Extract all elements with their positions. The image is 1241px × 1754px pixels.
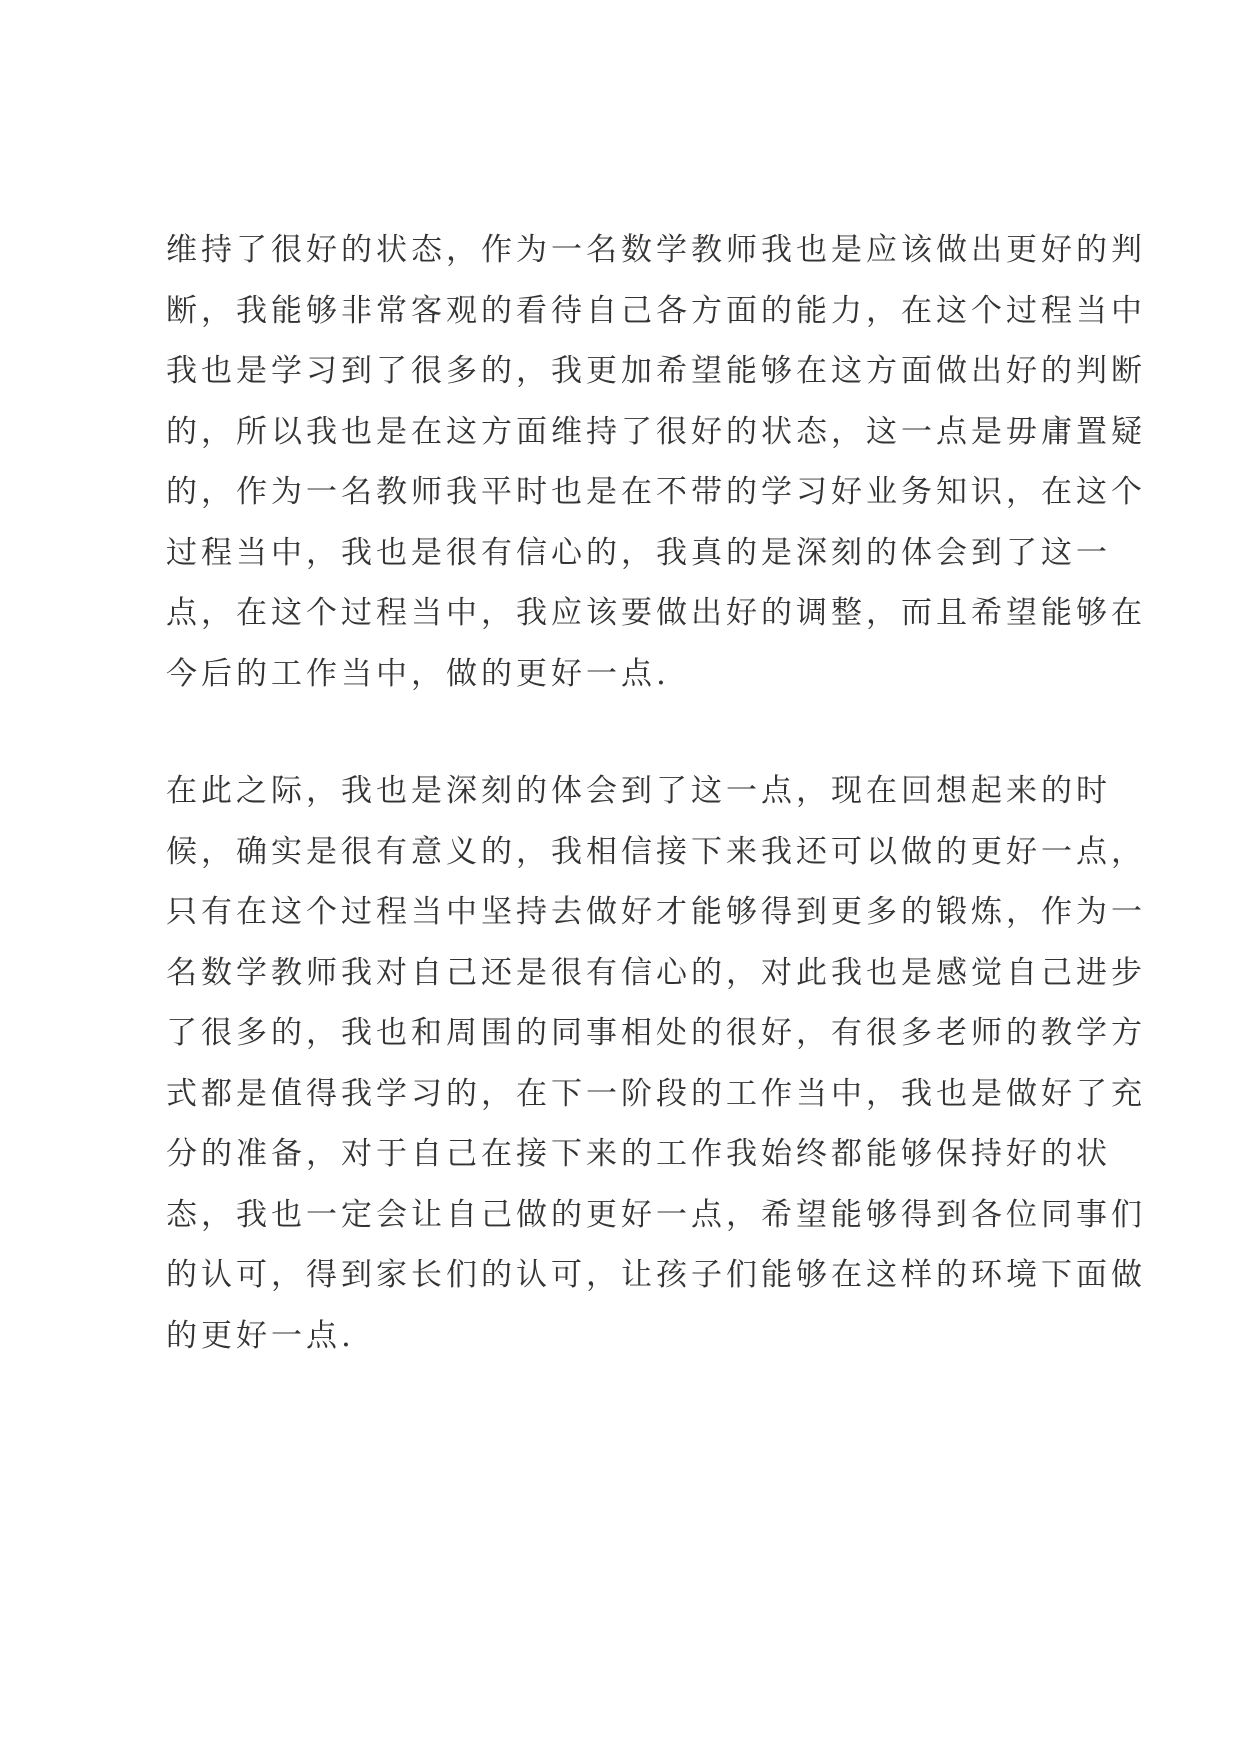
body-paragraph-1 — [166, 220, 1146, 704]
paragraph-line: 点，在这个过程当中，我应该要做出好的调整，而且希望能够在 — [166, 595, 1146, 631]
paragraph-line: 在此之际，我也是深刻的体会到了这一点，现在回想起来的时 — [166, 773, 1111, 809]
paragraph-line: 态，我也一定会让自己做的更好一点，希望能够得到各位同事们 — [166, 1196, 1146, 1233]
paragraph-line: 的，作为一名教师我平时也是在不带的学习好业务知识，在这个 — [166, 474, 1146, 510]
paragraph-line: 过程当中，我也是很有信心的，我真的是深刻的体会到了这一 — [166, 534, 1111, 571]
paragraph-line: 的，所以我也是在这方面维持了很好的状态，这一点是毋庸置疑 — [166, 413, 1146, 450]
paragraph-line: 维持了很好的状态，作为一名数学教师我也是应该做出更好的判 — [166, 232, 1146, 268]
paragraph-line: 候，确实是很有意义的，我相信接下来我还可以做的更好一点， — [166, 833, 1146, 870]
paragraph-line: 分的准备，对于自己在接下来的工作我始终都能够保持好的状 — [166, 1136, 1111, 1172]
paragraph-line: 只有在这个过程当中坚持去做好才能够得到更多的锻炼，作为一 — [166, 894, 1146, 930]
paragraph-line: 我也是学习到了很多的，我更加希望能够在这方面做出好的判断 — [166, 353, 1146, 389]
body-paragraph-2 — [166, 761, 1146, 1366]
paragraph-line: 名数学教师我对自己还是很有信心的，对此我也是感觉自己进步 — [166, 954, 1146, 991]
paragraph-line: 断，我能够非常客观的看待自己各方面的能力，在这个过程当中 — [166, 292, 1146, 329]
paragraph-line: 式都是值得我学习的，在下一阶段的工作当中，我也是做好了充 — [166, 1075, 1146, 1112]
paragraph-line: 的认可，得到家长们的认可，让孩子们能够在这样的环境下面做 — [166, 1257, 1146, 1293]
paragraph-line: 的更好一点. — [166, 1317, 355, 1354]
paragraph-line: 今后的工作当中，做的更好一点. — [166, 655, 670, 692]
paragraph-line: 了很多的，我也和周围的同事相处的很好，有很多老师的教学方 — [166, 1015, 1146, 1051]
